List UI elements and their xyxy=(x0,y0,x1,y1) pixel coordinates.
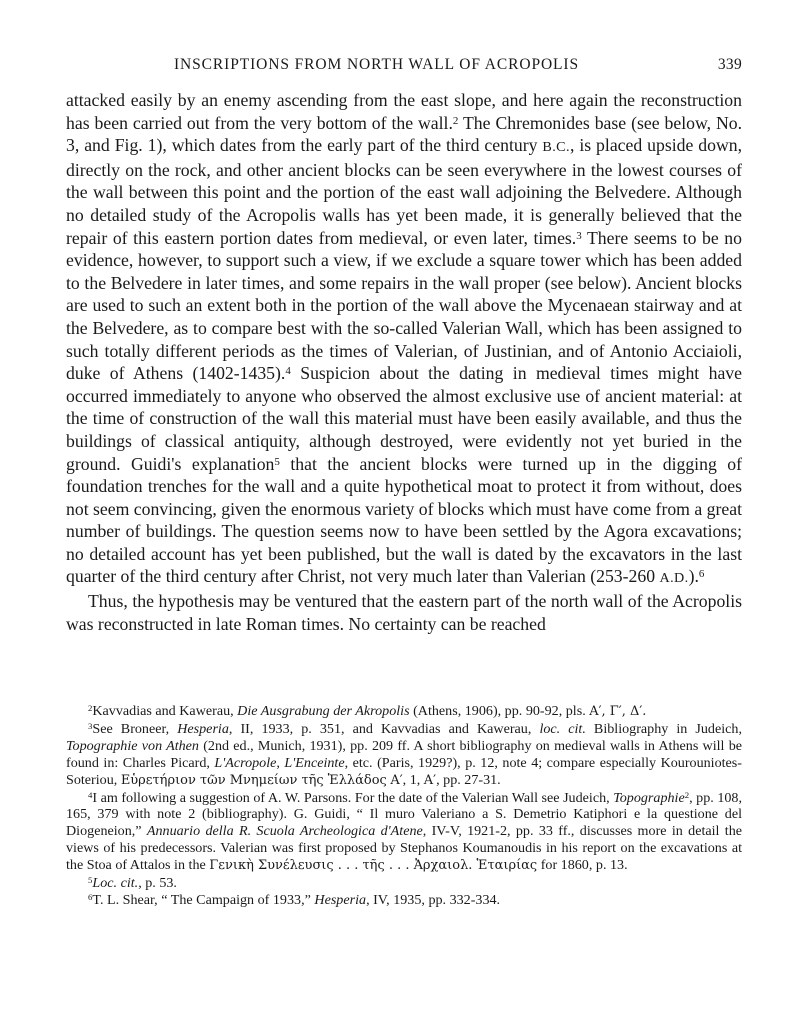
footnote-ref-4: 4 xyxy=(285,365,291,378)
footnote-5: $^5$Loc. cit., p. 53. xyxy=(88,875,177,892)
paragraph-1: attacked easily by an enemy ascending from the east slope, and here again the reconstruction has been carried out from the very bottom of the wall.$^2$ The Chremonides base (see below, No. 3, and Fig. 1), which dates from the early part of the third century B.C., is placed upside down, directly on the rock, and other ancient blocks can be seen everywhere in the lowest courses of the wall between this point and the portion of the east wall adjoining the Belvedere. Although no detailed study of the Acropolis walls has yet been made, it is generally believed that the repair of this eastern portion dates from medieval, or even later, times.$^3$ There seems to be no evidence, however, to support such a view, if we exclude a square tower which has been added to the Belvedere in later times, and some repairs in the wall proper (see below). Ancient blocks are used to such an extent both in the portion of the wall above the Mycenaean stairway and at the Belvedere, as to compare best with the so-called Valerian Wall, which has been assigned to such totally different periods as the times of Valerian, of Justinian, and of Antonio Acciaioli, duke of Athens (1402-1435).$^4$ Suspicion about the dating in medieval times might have occurred immediately to anyone who observed the almost exclusive use of ancient material: at the time of construction of the wall this material must have been easily available, and thus the buildings of classical antiquity, although destroyed, were evidently not yet buried in the ground. Guidi's explanation$^5$ that the ancient blocks were turned up in the digging of foundation trenches for the wall and a quite hypothetical moat to protect it from without, does not seem convincing, given the enormous variety of blocks which must have come from a great number of buildings. The question seems now to have been settled by the Agora excavations; no detailed account has yet been published, but the wall is dated by the excavators in the last quarter of the third century after Christ, not very much later than Valerian (253-260 A.D.).$^6$ xyxy=(66,90,743,587)
footnote-6: $^6$T. L. Shear, “ The Campaign of 1933,” Hesperia, IV, 1935, pp. 332-334. xyxy=(88,891,501,908)
footnote-ref-3: 3 xyxy=(576,229,582,242)
footnote-3: $^3$See Broneer, Hesperia, II, 1933, p. 351, and Kavvadias and Kawerau, loc. cit. Bibliography in Judeich, Topographie von Athen (2nd ed., Munich, 1931), pp. 209 ff. A short bibliography on medieval walls in Athens will be found in: Charles Picard, L'Acropole, L'Enceinte, etc. (Paris, 1929?), p. 12, note 4; compare especially Kourouniotes-Soteriou, Εὑρετήριον τῶν Μνημείων τῆς Ἑλλάδος Α′, 1, Α′, pp. 27-31. xyxy=(66,720,742,788)
footnote-2: $^2$Kavvadias and Kawerau, Die Ausgrabung der Akropolis (Athens, 1906), pp. 90-92, pls. Α′, Γ′, Δ′. xyxy=(88,703,647,719)
running-title: INSCRIPTIONS FROM NORTH WALL OF ACROPOLIS xyxy=(174,56,580,73)
paragraph-2: Thus, the hypothesis may be ventured that the eastern part of the north wall of the Acropolis was reconstructed in late Roman times. No certainty can be reached xyxy=(66,591,742,634)
footnote-4: $^4$I am following a suggestion of A. W. Parsons. For the date of the Valerian Wall see Judeich, Topographie$^2$, pp. 108, 165, 379 with note 2 (bibliography). G. Guidi, “ Il muro Valeriano a S. Demetrio Katiphori e la questione del Diogeneion,” Annuario della R. Scuola Archeologica d'Atene, IV-V, 1921-2, pp. 33 ff., discusses more in detail the views of his predecessors. Valerian was first proposed by Stephanos Koumanoudis in his report on the excavations at the Stoa of Attalos in the Γενικὴ Συνέλευσις . . . τῆς . . . Ἀρχαιολ. Ἑταιρίας for 1860, p. 13. xyxy=(66,789,743,874)
footnote-ref-5: 5 xyxy=(274,455,280,468)
footnote-ref-6: 6 xyxy=(698,568,705,581)
era-abbrev: B.C. xyxy=(542,139,570,156)
footnotes xyxy=(66,703,742,909)
era-abbrev: A.D. xyxy=(659,570,689,587)
footnote-ref-2: 2 xyxy=(452,114,459,127)
running-header xyxy=(66,56,742,78)
body-text xyxy=(66,89,742,635)
page-number: 339 xyxy=(717,56,742,73)
